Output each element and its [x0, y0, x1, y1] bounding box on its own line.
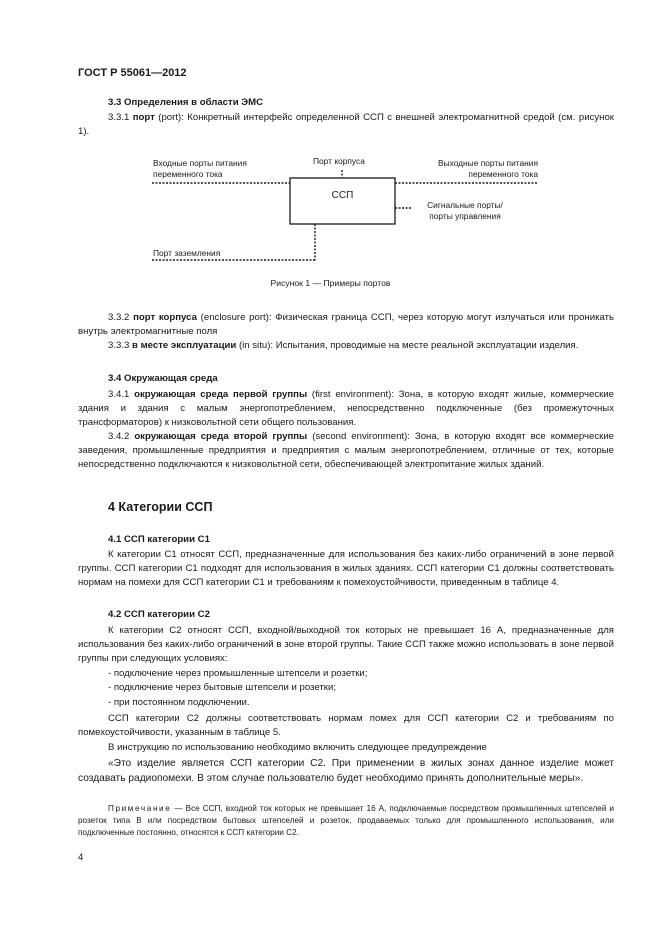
page-number: 4 — [78, 852, 84, 863]
ssp-box — [290, 178, 395, 224]
section-4-1-heading: 4.1 ССП категории С1 — [108, 534, 210, 545]
document-header: ГОСТ Р 55061—2012 — [78, 67, 187, 79]
section-4-1-text: К категории С1 относят ССП, предназначенные для использования без каких-либо ограничений в зоне первой группы. ССП категории С1 подходят для использования в жилых зданиях. ССП категории С1 должны соответствовать нормам на помехи для ССП категории С1 и требованиям к помехоустойчивости, приведенным в таблице 4. — [78, 549, 614, 589]
definition-3-3-3: 3.3.3 в месте эксплуатации (in situ): Испытания, проводимые на месте реальной эксплуатации изделия. — [108, 340, 579, 351]
list-item: - подключение через бытовые штепсели и розетки; — [108, 682, 336, 693]
label-out-ports: Выходные порты питания переменного тока — [438, 158, 538, 179]
definition-3-4-2: 3.4.2 окружающая среда второй группы (second environment): Зона, в которую входят все коммерческие заведения, промышленные предприятия и предприятия с малым энергопотреблением, отличные от тех, которые непосредственно подключаются к низковольтной сети, обеспечивающей электропитание жилых зданий. — [78, 431, 615, 471]
requirement-paragraph: ССП категории С2 должны соответствовать нормам помех для ССП категории С2 и требованиям по помехоустойчивости, указанным в таблице 5. — [78, 713, 614, 739]
definition-3-3-2: 3.3.2 порт корпуса (enclosure port): Физическая граница ССП, через которую могут излучаться или проникать внутрь электромагнитные поля — [78, 312, 614, 338]
section-3-3-heading: 3.3 Определения в области ЭМС — [108, 97, 264, 108]
section-4-2-heading: 4.2 ССП категории С2 — [108, 609, 210, 620]
list-item: - подключение через промышленные штепсели и розетки; — [108, 668, 368, 679]
label-ssp: ССП — [331, 190, 354, 201]
label-ground-port: Порт заземления — [153, 248, 221, 258]
ports-diagram — [0, 150, 661, 290]
note: Примечание — Все ССП, входной ток которых не превышает 16 А, подключаемые посредством промышленных штепселей и розеток типа В или посредством бытовых штепселей и розеток, продаваемых только для промышленного использования, или подключенные постоянно, относятся к ССП категории С2. — [78, 804, 614, 837]
label-in-ports: Входные порты питания переменного тока — [153, 158, 247, 179]
label-signal-ports: Сигнальные порты/ порты управления — [427, 200, 503, 221]
section-4-heading: 4 Категории ССП — [108, 500, 213, 514]
label-enclosure-port: Порт корпуса — [313, 156, 365, 166]
figure-caption: Рисунок 1 — Примеры портов — [270, 278, 391, 288]
definition-3-3-1: 3.3.1 порт (port): Конкретный интерфейс определенной ССП с внешней электромагнитной средой (см. рисунок 1). — [78, 112, 614, 138]
list-item: - при постоянном подключении. — [108, 697, 250, 708]
section-4-2-text: К категории С2 относят ССП, входной/выходной ток которых не превышает 16 А, предназначенные для использования без каких-либо ограничений в зоне второй группы. Такие ССП также можно использовать в зоне первой группы при следующих условиях: — [78, 625, 614, 665]
warning-paragraph: «Это изделие является ССП категории С2. При применении в жилых зонах данное изделие может создавать радиопомехи. В этом случае пользователю будет необходимо принять дополнительные меры». — [78, 758, 614, 784]
section-3-4-heading: 3.4 Окружающая среда — [108, 373, 218, 384]
definition-3-4-1: 3.4.1 окружающая среда первой группы (first environment): Зона, в которую входят жилые, коммерческие здания и здания с малым энергопотреблением, непосредственно подключенные (без промежуточных трансформаторов) к низковольтной сети общего пользования. — [78, 389, 615, 429]
instruction-paragraph: В инструкцию по использованию необходимо включить следующее предупреждение — [108, 742, 487, 753]
